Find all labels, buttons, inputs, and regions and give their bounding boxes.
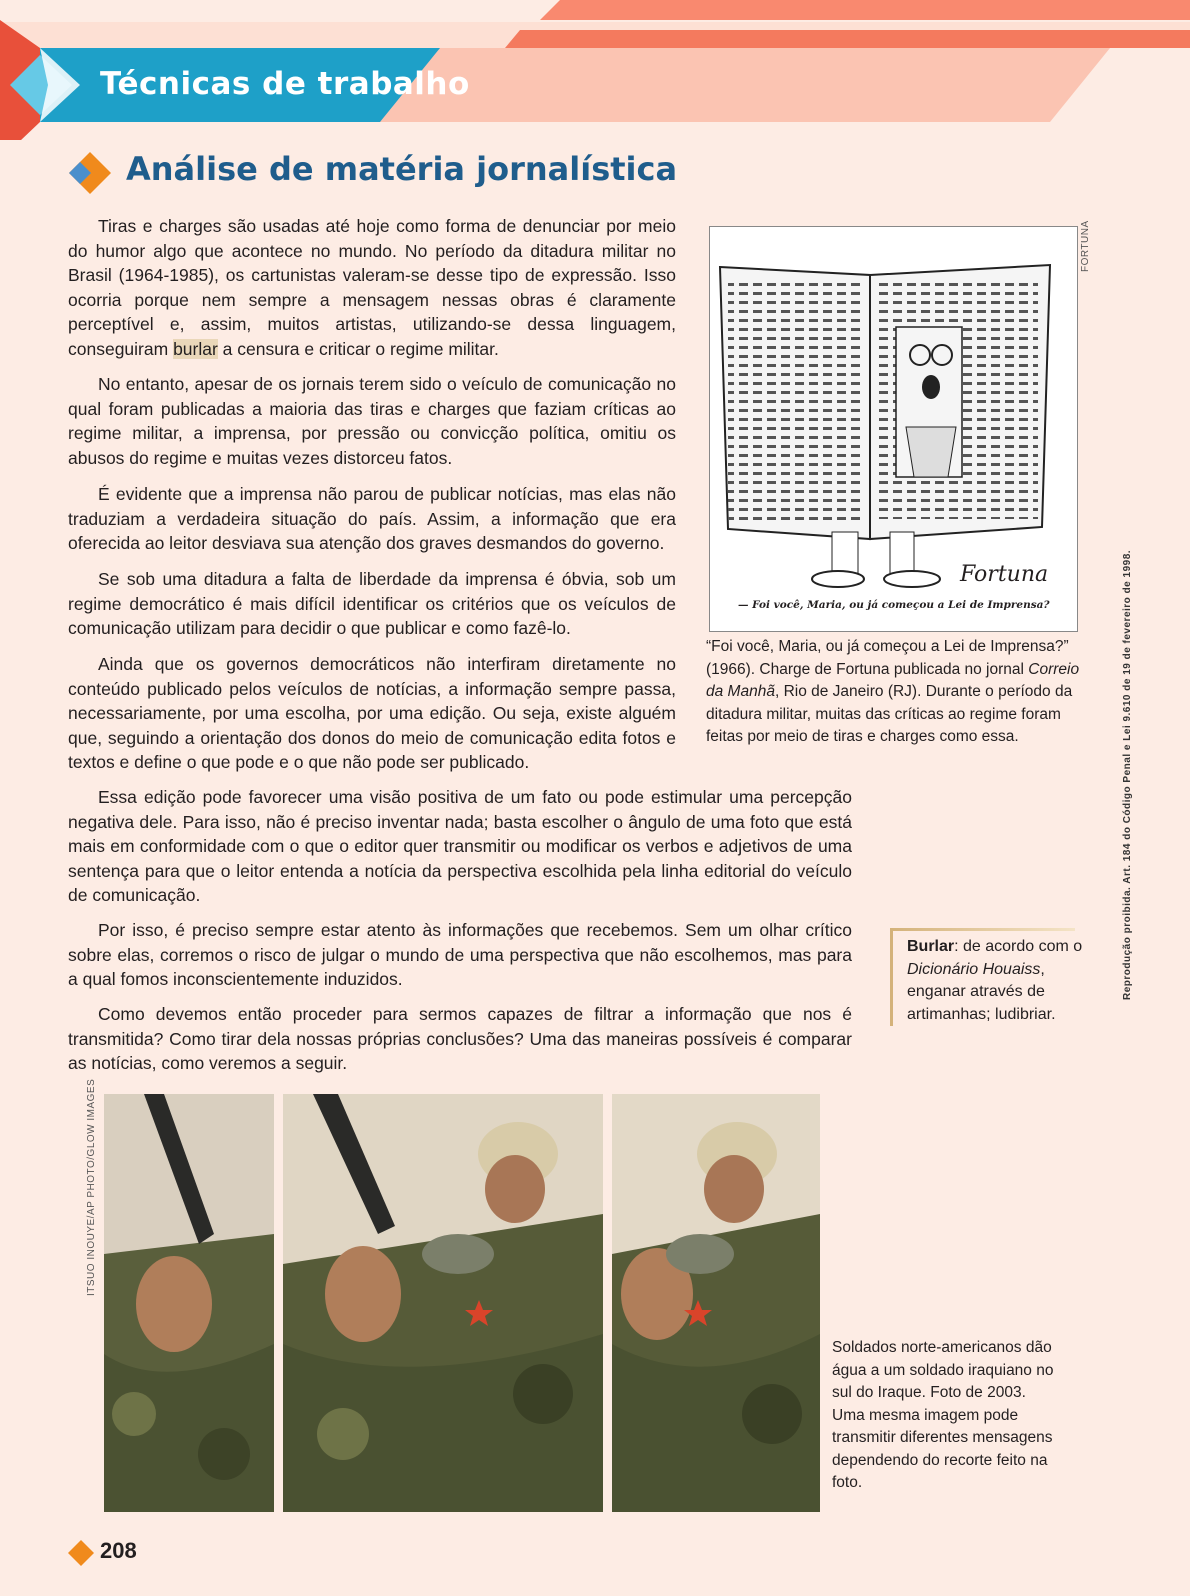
paragraph-5: Ainda que os governos democráticos não interfiram diretamente no conteúdo publicado pelos veículos de notícias, a informação sempre passa, necessariamente, por uma escolha, por uma edição. Ou seja, existe alguém que, seguindo a orientação dos donos do meio de comunicação edita fotos e textos e define o que pode e o que não pode ser publicado. xyxy=(68,654,676,772)
glossary-term-highlight: burlar xyxy=(173,338,218,359)
paragraph-1-text-a: Tiras e charges são usadas até hoje como forma de denunciar por meio do humor algo que acontece no mundo. No período da ditadura militar no Brasil (1964-1985), os cartunistas valeram-se desse tipo de expressão. Isso ocorria porque nem sempre a mensagem nessas obras é claramente perceptível e, assim, muitos artistas, utilizando-se dessa linguagem, conseguiram xyxy=(68,216,676,359)
photo-credit: ITSUO INOUYE/AP PHOTO/GLOW IMAGES xyxy=(86,1078,97,1296)
paragraph-1-text-b: a censura e criticar o regime militar. xyxy=(217,338,499,359)
glossary-box xyxy=(890,928,1092,1026)
cartoon-image xyxy=(709,226,1078,632)
cartoon-caption-newspaper: Correio da Manhã xyxy=(706,660,1080,700)
photo-crop-right-art xyxy=(612,1094,820,1512)
paragraph-1 xyxy=(68,214,676,361)
paragraph-8: Como devemos então proceder para sermos capazes de filtrar a informação que nos é transmitida? Como tirar dela nossas próprias conclusões? Uma das maneiras possíveis é comparar as notícias, como veremos a seguir. xyxy=(68,1004,852,1073)
paragraph-2: No entanto, apesar de os jornais terem sido o veículo de comunicação no qual foram publicadas a maioria das tiras e charges que faziam críticas ao regime militar, a imprensa, por pressão ou convicção política, omitiu os abusos do regime e muitas vezes distorceu fatos. xyxy=(68,374,676,468)
cartoon-signature: Fortuna xyxy=(960,562,1049,587)
paragraph-7: Por isso, é preciso sempre estar atento às informações que recebemos. Sem um olhar crítico sobre elas, corremos o risco de julgar o mundo de uma perspectiva que não escolhemos, mas para a qual fomos inconscientemente induzidos. xyxy=(68,920,852,989)
cartoon-caption-text-b: , Rio de Janeiro (RJ). Durante o período da ditadura militar, muitas das críticas ao regime foram feitas por meio de tiras e charges como essa. xyxy=(706,683,1073,745)
photo-crop-right xyxy=(612,1094,820,1512)
diamond-bullet-icon xyxy=(66,152,114,194)
cartoon-caption-text-a: “Foi você, Maria, ou já começou a Lei de Imprensa?” (1966). Charge de Fortuna publicada no jornal xyxy=(706,638,1069,678)
cartoon-credit: FORTUNA xyxy=(1080,220,1091,272)
paragraph-3: É evidente que a imprensa não parou de publicar notícias, mas elas não traduziam a verdadeira situação do país. Assim, a informação que era oferecida ao leitor desviava sua atenção dos graves desmandos do governo. xyxy=(68,484,676,553)
section-label: Técnicas de trabalho xyxy=(100,66,470,102)
photo-crop-left xyxy=(104,1094,274,1512)
glossary-term: Burlar xyxy=(907,938,955,955)
glossary-def-b: , enganar através de artimanhas; ludibriar. xyxy=(907,960,1056,1023)
glossary-def-a: : de acordo com o xyxy=(954,938,1083,955)
legal-notice: Reprodução proibida. Art. 184 do Código Penal e Lei 9.610 de 19 de fevereiro de 1998. xyxy=(1122,549,1133,1000)
photo-full-art xyxy=(283,1094,603,1512)
page-number: 208 xyxy=(100,1538,137,1563)
cartoon-inner-caption: — Foi você, Maria, ou já começou a Lei de Imprensa? xyxy=(738,599,1050,611)
page-title: Análise de matéria jornalística xyxy=(126,150,678,188)
page-number-diamond-icon xyxy=(66,1538,96,1568)
photo-full xyxy=(283,1094,603,1512)
photo-crop-left-art xyxy=(104,1094,274,1512)
paragraph-6: Essa edição pode favorecer uma visão positiva de um fato ou pode estimular uma percepção negativa dele. Para isso, não é preciso inventar nada; basta escolher o ângulo de uma foto que está mais em conformidade com o que o editor quer transmitir ou modificar os verbos e adjetivos de uma sentença para que o leitor entenda a notícia da perspectiva escolhida pela linha editorial do veículo de comunicação. xyxy=(68,787,852,905)
paragraph-4: Se sob uma ditadura a falta de liberdade da imprensa é óbvia, sob um regime democrático é mais difícil identificar os critérios que os veículos de comunicação utilizam para decidir o que publicar e como fazê-lo. xyxy=(68,569,676,638)
cartoon-caption xyxy=(706,636,1082,749)
glossary-dictionary: Dicionário Houaiss xyxy=(907,960,1041,978)
photo-caption: Soldados norte-americanos dão água a um soldado iraquiano no sul do Iraque. Foto de 2003. Uma mesma imagem pode transmitir diferentes mensagens dependendo do recorte feito na foto. xyxy=(832,1339,1054,1491)
